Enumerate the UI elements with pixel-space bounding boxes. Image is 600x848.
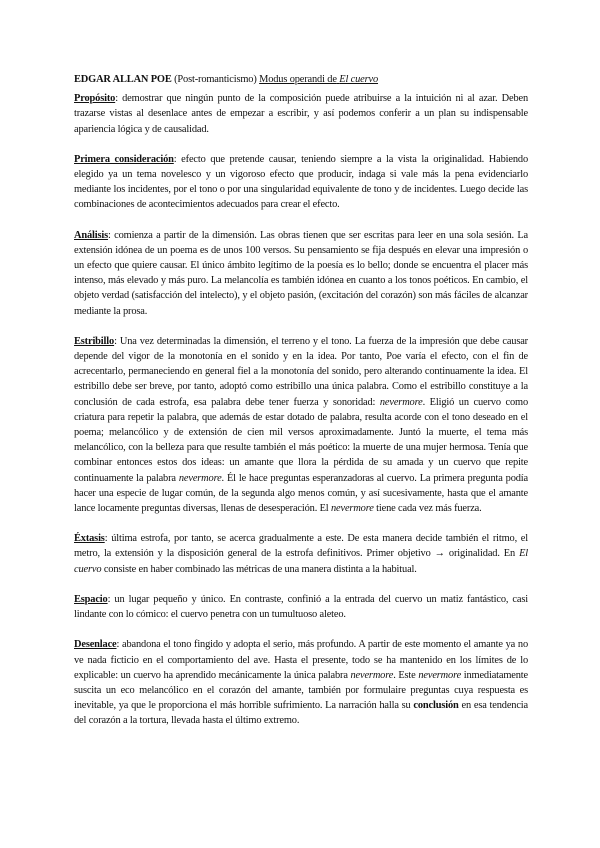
term-analisis: Análisis <box>74 229 109 241</box>
text-estribillo-1: : Una vez determinadas la dimensión, el terreno y el tono. La fuerza de la impresión que debe causar depende del vigor de la monotonía en el sonido y en la idea. Por tanto, Poe varía el efecto, con el fin de acrecentarlo, permaneciendo en general fiel a la monotonía del sonido, pero alterando continuamente la idea. El estribillo debe ser breve, por tanto, adoptó como estribillo una única palabra. Como el estribillo constituye a la conclusión de cada estrofa, esa palabra debe tener fuerza y sonoridad: <box>74 335 528 408</box>
text-estribillo-3: . Él le hace preguntas esperanzadoras al cuervo. La primera pregunta podía hacer una especie de lugar común, de la segunda algo menos común, y así sucesivamente, hasta que el amante lance locamente preguntas diversas, llenas de desesperación. El <box>74 472 528 515</box>
word-conclusion: conclusión <box>413 700 459 712</box>
word-nevermore: nevermore <box>178 472 222 484</box>
text-desenlace-1: : abandona el tono fingido y adopta el serio, más profundo. A partir de este momento el amante ya no ve nada ficticio en el comportamiento del ave. Hasta el presente, todo se ha mantenido en los límites de lo explicable: un cuervo ha aprendido mecánicamente la única palabra <box>74 639 528 681</box>
term-desenlace: Desenlace <box>74 639 117 651</box>
movement: (Post-romanticismo) <box>174 74 257 85</box>
document-title <box>74 72 528 87</box>
text-primera-consideracion: : efecto que pretende causar, teniendo siempre a la vista la originalidad. Habiendo elegido ya un tema novelesco y un vigoroso efecto que producir, indaga si vale más la pena evidenciarlo mediante los incidentes, por el tono o por una singularidad equivalente de tono y de incidentes. Luego decide las combinaciones de acontecimientos adecuados para crear el efecto. <box>74 153 528 211</box>
work-title: El cuervo <box>339 74 379 85</box>
term-extasis: Éxtasis <box>74 533 105 545</box>
word-nevermore: nevermore <box>350 669 394 681</box>
text-desenlace-3: inmediatamente suscita un eco melancólico en el corazón del amante, también por formulaire preguntas cuya respuesta es inevitable, ya que le proporciona el más horrible sufrimiento. La narración halla su <box>74 669 528 712</box>
text-proposito: : demostrar que ningún punto de la composición puede atribuirse a la intuición ni al azar. Deben trazarse vistas al desenlace antes de empezar a escribir, y así podemos conferir a un plan su indispensable apariencia lógica y de causalidad. <box>74 93 528 135</box>
term-primera-consideracion: Primera consideración <box>74 153 174 165</box>
work-title-inline: El cuervo <box>74 548 528 575</box>
paragraph-estribillo <box>74 334 528 516</box>
text-extasis-2: consiste en haber combinado las métricas de una manera distinta a la habitual. <box>101 563 417 575</box>
document-page <box>74 72 528 744</box>
term-estribillo: Estribillo <box>74 335 115 347</box>
author-name: EDGAR ALLAN POE <box>74 74 172 85</box>
paragraph-analisis <box>74 228 528 319</box>
paragraph-proposito <box>74 91 528 137</box>
paragraph-primera-consideracion <box>74 152 528 213</box>
text-extasis-1: : última estrofa, por tanto, se acerca gradualmente a este. De esta manera decide también el ritmo, el metro, la extensión y la disposición general de la estrofa definitivos. Primer objetivo → originalidad. En <box>74 533 528 560</box>
text-estribillo-2: . Eligió un cuervo como criatura para repetir la palabra, que además de estar dotado de palabra, resulta acorde con el tono deseado en el poema; melancólico y de extensión de cien mil versos aproximadamente. Juntó la muerte, el tema más melancólico, con la belleza para que resulte también el más poético: la muerte de una mujer hermosa. Tenía que combinar entonces estos dos ideas: un amante que llora la pérdida de su amada y un cuervo que repite continuamente la palabra <box>74 396 528 484</box>
text-estribillo-4: tiene cada vez más fuerza. <box>373 503 482 515</box>
text-analisis: : comienza a partir de la dimensión. Las obras tienen que ser escritas para leer en una sola sesión. La extensión idónea de un poema es de unos 100 versos. Su pensamiento se fija después en elevar una impresión o un efecto que quiere causar. El único ámbito legítimo de la poesía es lo bello; donde se encuentra el placer más intenso, más elevado y más puro. La melancolía es también idónea en cuanto a los tonos poéticos. En cambio, el objeto verdad (satisfacción del intelecto), y el objeto pasión, (excitación del corazón) son más fáciles de alcanzar mediante la prosa. <box>74 229 528 317</box>
text-desenlace-2: . Este <box>393 669 419 681</box>
paragraph-desenlace <box>74 637 528 728</box>
word-nevermore: nevermore <box>418 669 462 681</box>
term-proposito: Propósito <box>74 93 116 105</box>
text-desenlace-4: en esa tendencia del corazón a la tortura, llevada hasta el último extremo. <box>74 700 528 727</box>
paragraph-espacio <box>74 592 528 622</box>
paragraph-extasis <box>74 531 528 577</box>
text-espacio: : un lugar pequeño y único. En contraste, confinió a la entrada del cuervo un matiz fantástico, casi lindante con lo cómico: el cuervo penetra con un tumultuoso aleteo. <box>74 593 528 621</box>
term-espacio: Espacio <box>74 593 108 605</box>
modus-label: Modus operandi de <box>259 74 337 85</box>
word-nevermore: nevermore <box>379 396 423 408</box>
word-nevermore: nevermore <box>331 503 374 515</box>
